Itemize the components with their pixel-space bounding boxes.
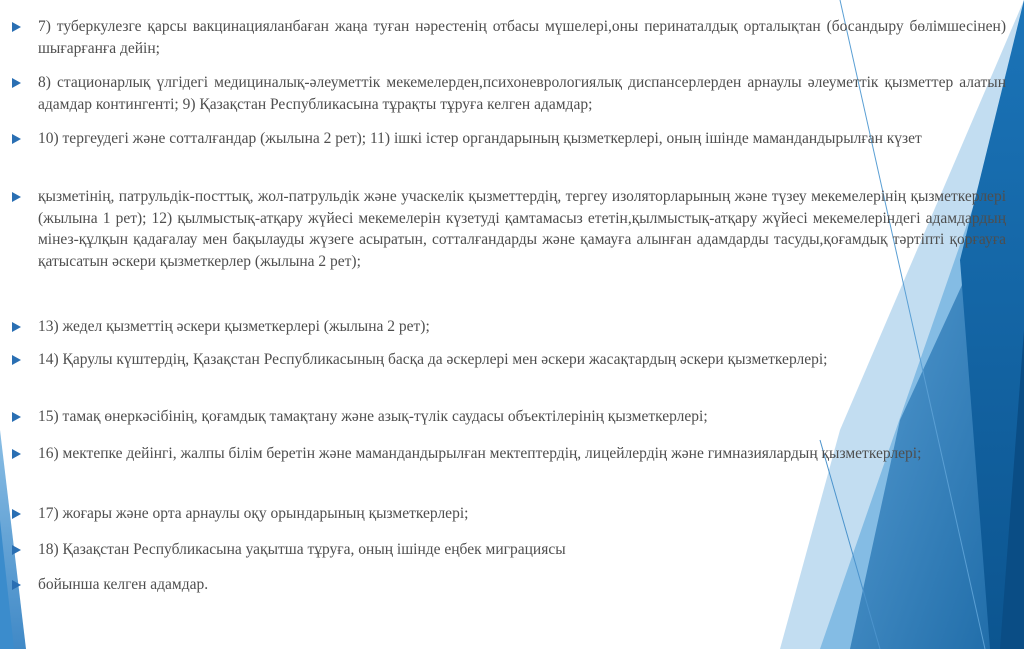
triangle-right-icon (12, 509, 21, 519)
list-item: 14) Қарулы күштердің, Қазақстан Республикасының басқа да әскерлері мен әскери жасақтардың әскери қызметкерлері; (38, 351, 828, 368)
list-item: бойынша келген адамдар. (38, 576, 209, 593)
triangle-right-icon (12, 545, 21, 555)
triangle-right-icon (12, 355, 21, 365)
triangle-right-icon (12, 134, 21, 144)
list-item: 10) тергеудегі және сотталғандар (жылына 2 рет); 11) ішкі істер органдарының қызметкерлері, оның ішінде мамандандырылған күзет (38, 130, 922, 147)
list-item: 18) Қазақстан Республикасына уақытша тұруға, оның ішінде еңбек миграциясы (38, 541, 566, 558)
list-item: 13) жедел қызметтің әскери қызметкерлері (жылына 2 рет); (38, 318, 430, 335)
list-item: 17) жоғары және орта арнаулы оқу орындарының қызметкерлері; (38, 505, 469, 522)
triangle-right-icon (12, 192, 21, 202)
triangle-right-icon (12, 449, 21, 459)
list-item: 7) туберкулезге қарсы вакцинацияланбаған жаңа туған нәрестенің отбасы мүшелері,оны перинаталдық орталықтан (босандыру бөлімшесінен) шығарғанға дейін; (38, 18, 1006, 57)
triangle-right-icon (12, 580, 21, 590)
triangle-right-icon (12, 322, 21, 332)
triangle-right-icon (12, 78, 21, 88)
list-item: 16) мектепке дейінгі, жалпы білім беретін және мамандандырылған мектептердің, лицейлердің және гимназиялардың қызметкерлері; (38, 445, 922, 462)
list-item: 15) тамақ өнеркәсібінің, қоғамдық тамақтану және азық-түлік саудасы объектілерінің қызметкерлері; (38, 408, 708, 425)
triangle-right-icon (12, 412, 21, 422)
list-item: қызметінің, патрульдік-посттық, жол-патрульдік және учаскелік қызметтердің, тергеу изоляторларының және түзеу мекемелерінің қызметкерлері (жылына 1 рет); 12) қылмыстық-атқару жүйесі мекемелерін күзетуді қамтамасыз ететін,қылмыстық-атқару жүйесі мекемелеріндегі адамдардың мінез-құлқын қадағалау мен бақылауды жүзеге асыратын, сотталғандарды және қамауға алынған адамдарды тасуды,қоғамдық тәртіпті қорғауға қатысатын әскери қызметкерлер (жылына 2 рет); (38, 188, 1006, 270)
triangle-right-icon (12, 22, 21, 32)
list-item: 8) стационарлық үлгідегі медициналық-әлеуметтік мекемелерден,психоневрологиялық диспансерлерден арнаулы әлеуметтік қызметтер алатын адамдар контингенті; 9) Қазақстан Республикасына тұрақты тұруға келген адамдар; (38, 74, 1006, 113)
